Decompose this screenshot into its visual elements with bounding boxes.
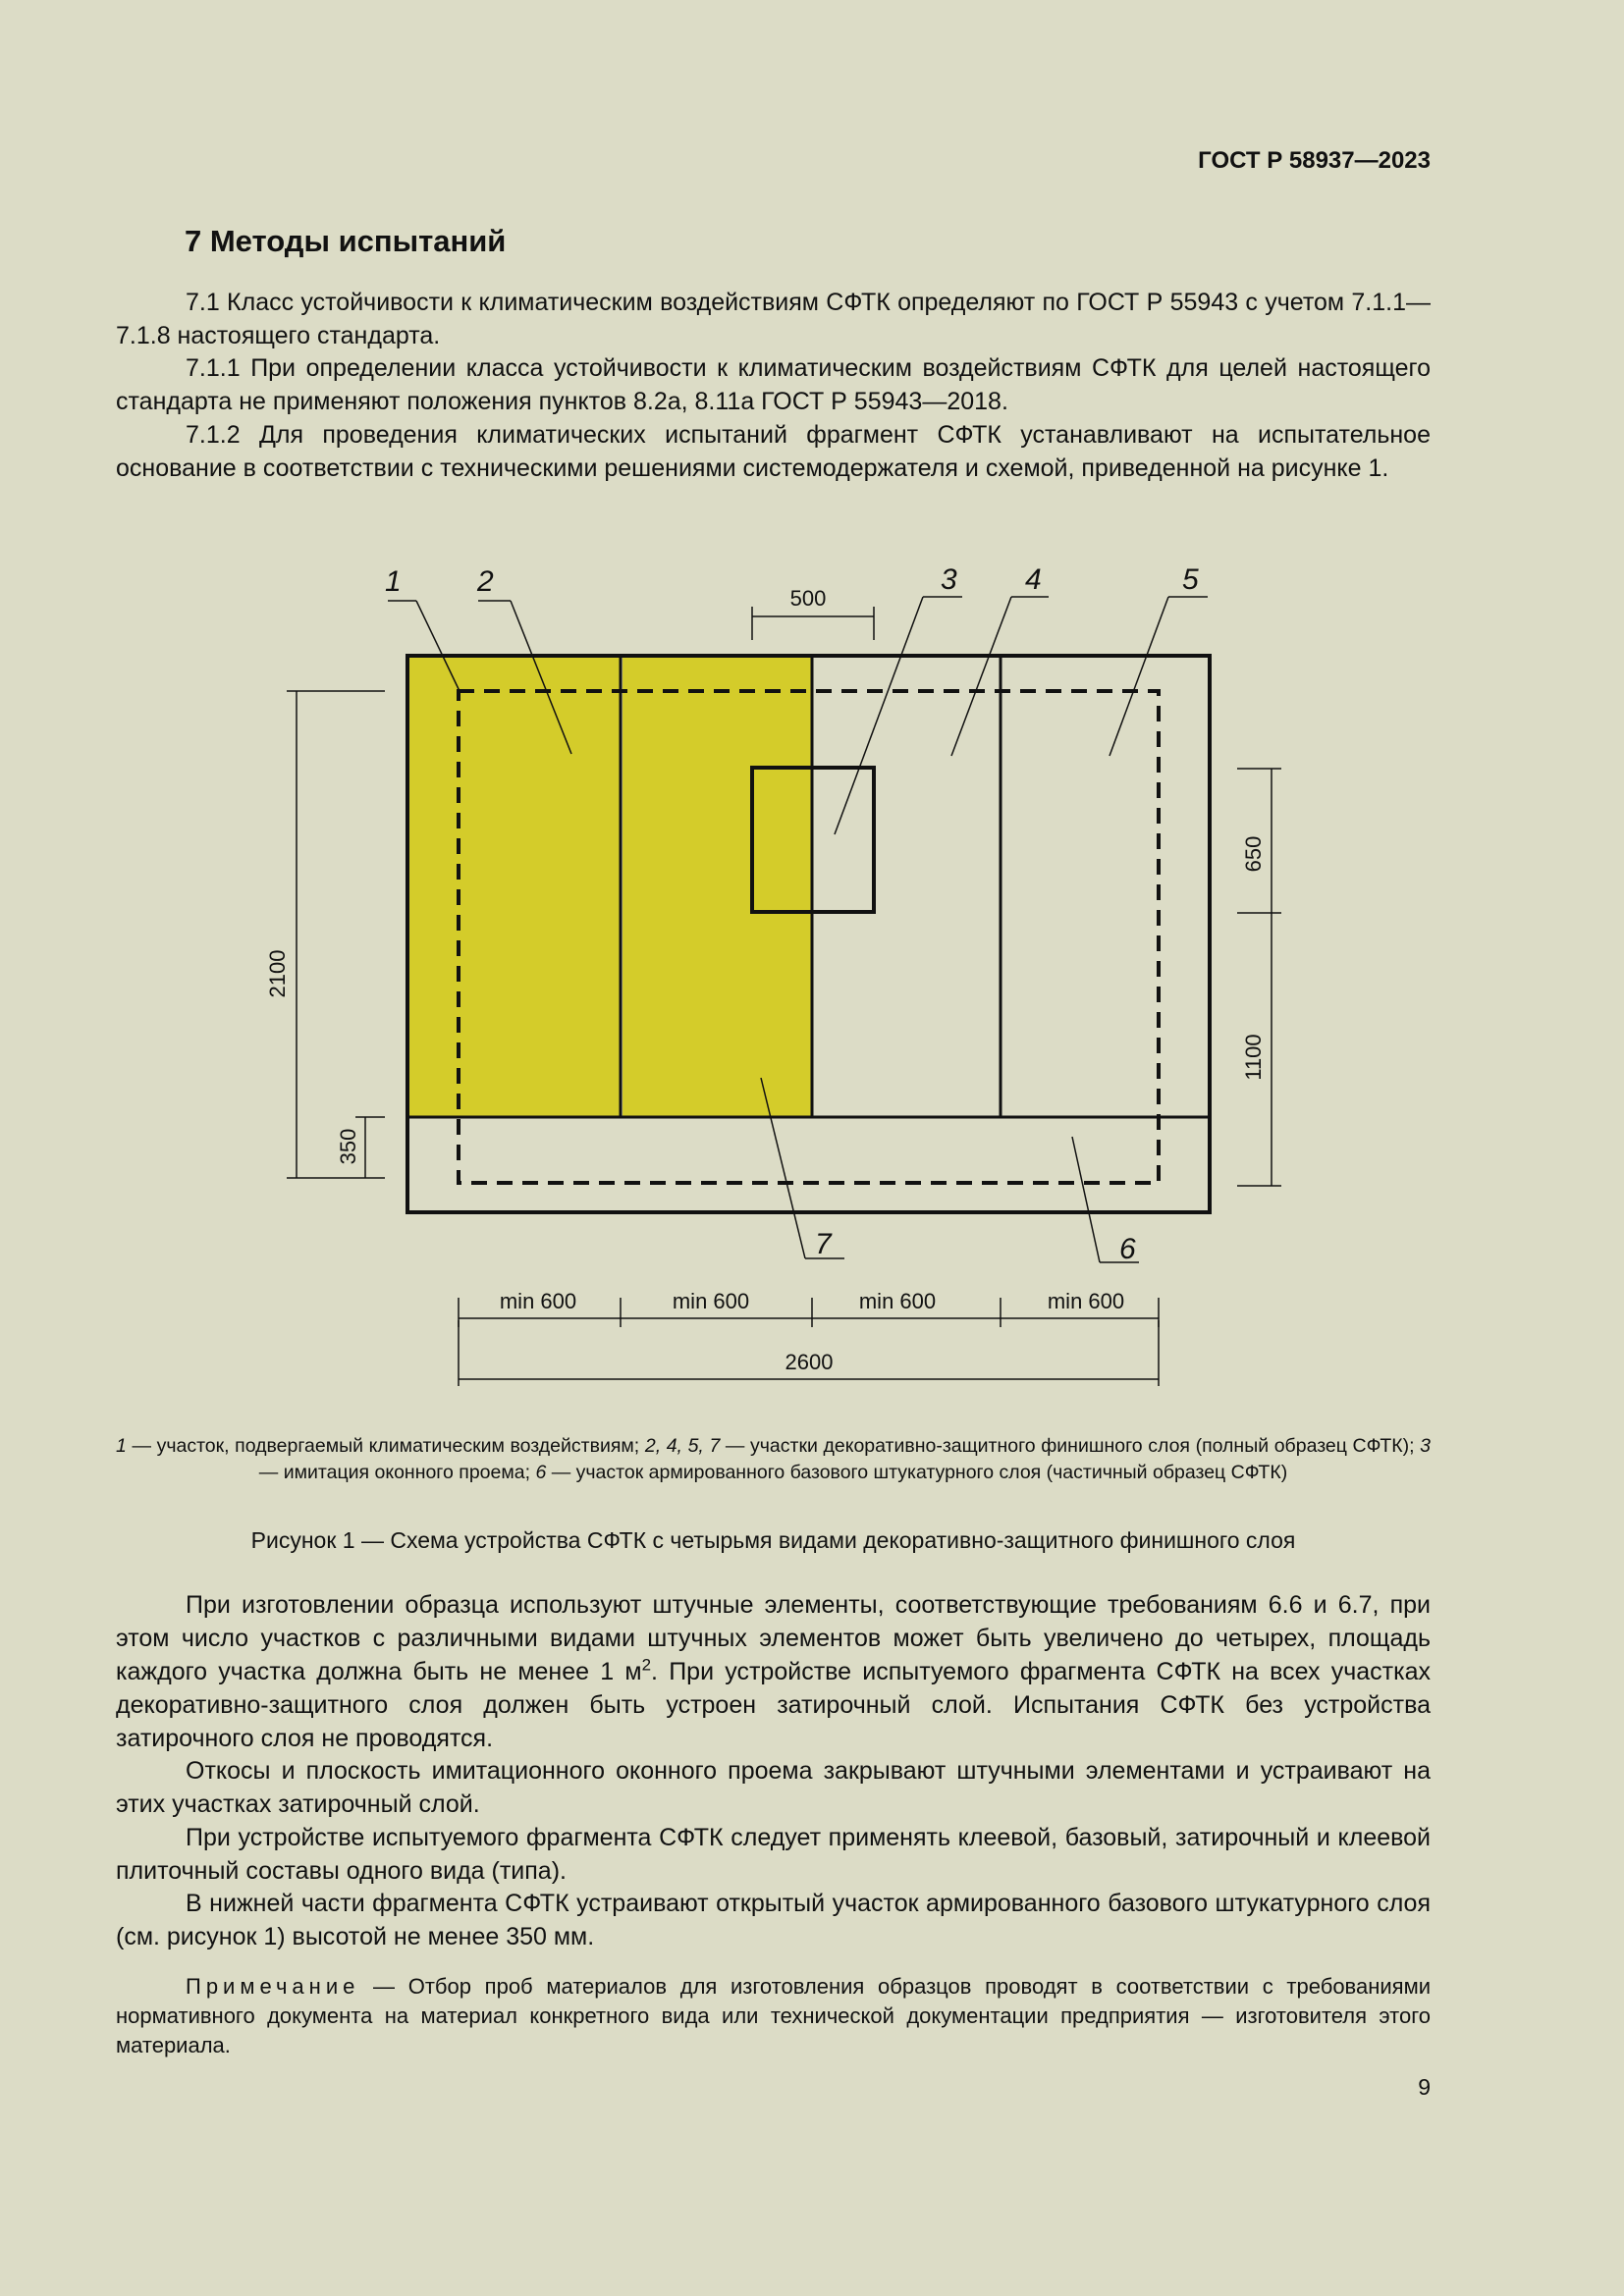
note — [116, 1972, 1431, 2060]
legend-num-6: 6 — [535, 1462, 547, 1483]
dim-2600: 2600 — [785, 1350, 834, 1374]
legend-text-3: — имитация оконного проема; — [258, 1462, 536, 1483]
callout-3: 3 — [941, 563, 957, 596]
leader-4 — [951, 597, 1011, 756]
callout-4: 4 — [1025, 563, 1042, 596]
body-paragraph-4: В нижней части фрагмента СФТК устраивают открытый участок армированного базового штукатурного слоя (см. рисунок 1) высотой не менее 350 мм. — [116, 1890, 1431, 1950]
dim-min-600-4: min 600 — [1047, 1289, 1125, 1313]
body-paragraph-1 — [116, 1588, 1431, 1755]
callout-2: 2 — [477, 565, 494, 598]
figure-caption: Рисунок 1 — Схема устройства СФТК с четырьмя видами декоративно-защитного финишного слоя — [250, 1527, 1296, 1553]
note-text: — Отбор проб материалов для изготовления образцов проводят в соответствии с требованиями нормативного документа на материал конкретного вида или технической документации предприятия — изготовителя этого материала. — [116, 1974, 1431, 2057]
dim-650: 650 — [1241, 835, 1266, 873]
paragraph-7-1-1: 7.1.1 При определении класса устойчивости к климатическим воздействиям СФТК для целей настоящего стандарта не применяют положения пунктов 8.2а, 8.11а ГОСТ Р 55943—2018. — [116, 354, 1431, 415]
callout-5: 5 — [1182, 563, 1199, 596]
paragraph-7-1-2: 7.1.2 Для проведения климатических испытаний фрагмент СФТК устанавливают на испытательное основание в соответствии с техническими решениями системодержателя и схемой, приведенной на рисунке 1. — [116, 421, 1431, 482]
leader-3 — [835, 597, 923, 834]
dim-min-600-1: min 600 — [499, 1289, 577, 1313]
square-meter-superscript: 2 — [641, 1655, 652, 1675]
legend-num-1: 1 — [116, 1435, 127, 1457]
dim-min-600-3: min 600 — [858, 1289, 937, 1313]
dim-2100: 2100 — [265, 949, 290, 998]
paragraph-7-1: 7.1 Класс устойчивости к климатическим воздействиям СФТК определяют по ГОСТ Р 55943 с учетом 7.1.1—7.1.8 настоящего стандарта. — [116, 289, 1431, 349]
dim-350: 350 — [336, 1128, 360, 1165]
panel-7-highlight — [623, 656, 812, 1117]
dim-1100: 1100 — [1241, 1034, 1266, 1081]
body-paragraph-1-part-a: При изготовлении образца используют штучные элементы, соответствующие требованиям 6.6 и 6.7, при этом число участков с различными видами штучных элементов может быть увеличено до четырех, площадь каждого участка должна быть не менее 1 м — [116, 1591, 1431, 1685]
dim-min-600-2: min 600 — [672, 1289, 750, 1313]
body-paragraph-3: При устройстве испытуемого фрагмента СФТК следует применять клеевой, базовый, затирочный и клеевой плиточный составы одного вида (типа). — [116, 1824, 1431, 1885]
leader-6 — [1072, 1137, 1100, 1262]
callout-7: 7 — [815, 1228, 832, 1260]
body-paragraph-2: Откосы и плоскость имитационного оконного проема закрывают штучными элементами и устраивают на этих участках затирочный слой. — [116, 1757, 1431, 1818]
document-standard-code: ГОСТ Р 58937—2023 — [1198, 147, 1431, 174]
callout-6: 6 — [1119, 1233, 1136, 1265]
legend-text-6: — участок армированного базового штукатурного слоя (частичный образец СФТК) — [546, 1462, 1288, 1483]
legend-text-1: — участок, подвергаемый климатическим воздействиям; — [126, 1435, 645, 1457]
figure-legend — [116, 1433, 1431, 1486]
note-label: Примечание — [186, 1974, 360, 1999]
legend-num-2: 2, 4, 5, 7 — [644, 1435, 721, 1457]
panel-1-highlight — [407, 656, 620, 1117]
legend-text-2: — участки декоративно-защитного финишного слоя (полный образец СФТК); — [720, 1435, 1421, 1457]
legend-num-3: 3 — [1420, 1435, 1431, 1457]
dim-500: 500 — [789, 586, 827, 611]
body-paragraph-1-part-b: . При устройстве испытуемого фрагмента СФТК на всех участках декоративно-защитного слоя должен быть устроен затирочный слой. Испытания СФТК без устройства затирочного слоя не проводятся. — [116, 1658, 1432, 1752]
callout-1: 1 — [385, 565, 402, 598]
section-title: 7 Методы испытаний — [185, 224, 507, 258]
page-number: 9 — [1418, 2074, 1431, 2100]
